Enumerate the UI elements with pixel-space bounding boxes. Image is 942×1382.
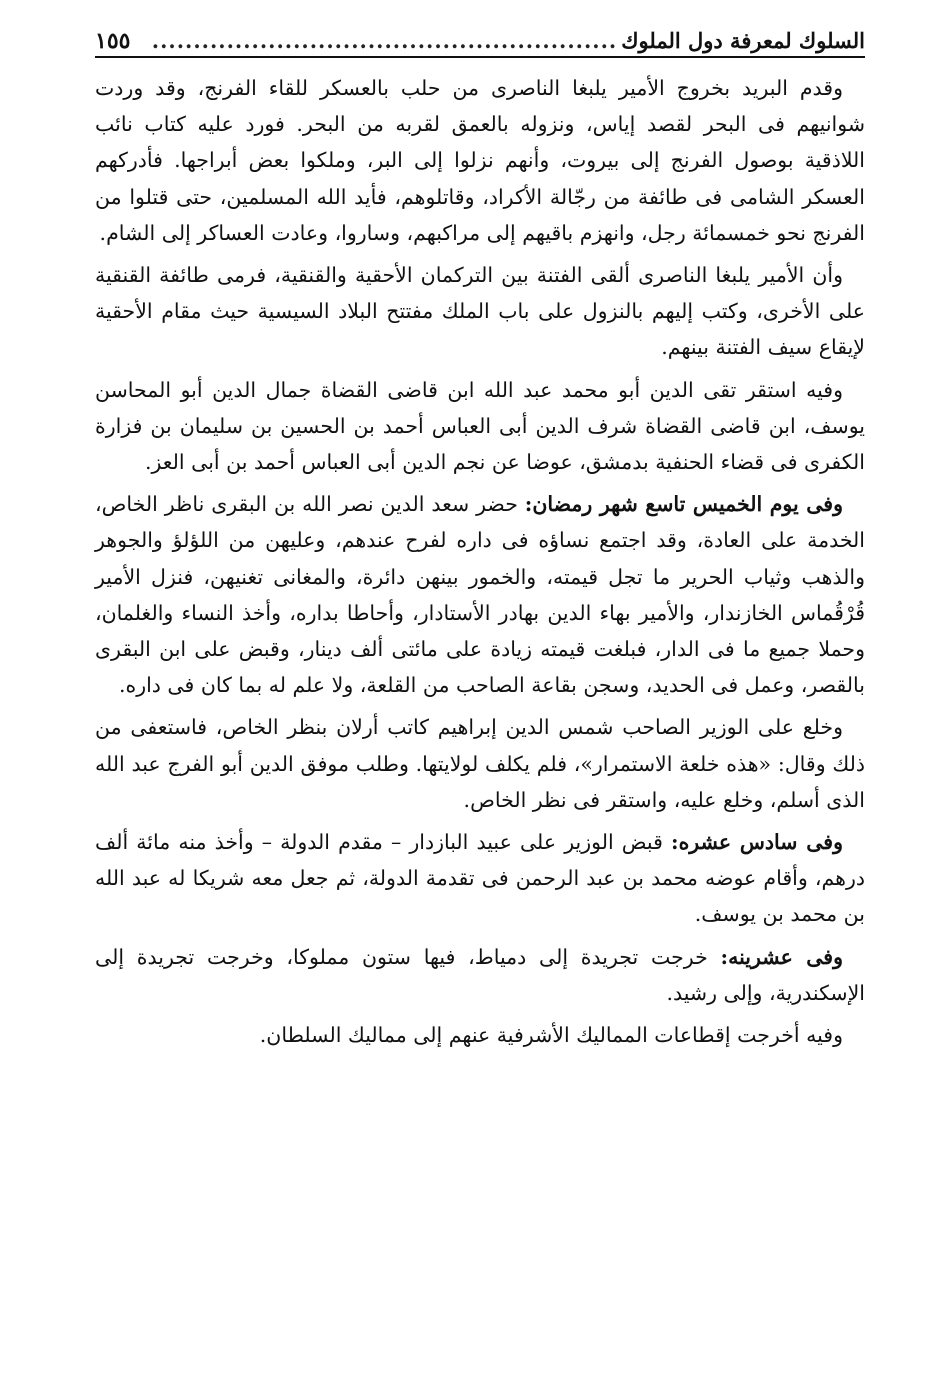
paragraph-1 <box>95 70 865 251</box>
running-header <box>95 26 865 58</box>
paragraph-2 <box>95 257 865 366</box>
paragraph-text: وفيه استقر تقى الدين أبو محمد عبد الله ابن قاضى القضاة جمال الدين أبو المحاسن يوسف، ابن قاضى القضاة شرف الدين أبى العباس أحمد بن الحسين بن سليمان بن فزارة الكفرى فى قضاء الحنفية بدمشق، عوضا عن نجم الدين أبى العباس أحمد بن أبى العز. <box>95 377 865 475</box>
paragraph-8 <box>95 1017 865 1053</box>
book-title: السلوك لمعرفة دول الملوك <box>621 28 865 53</box>
paragraph-text: خرجت تجريدة إلى دمياط، فيها ستون مملوكا، وخرجت تجريدة إلى الإسكندرية، وإلى رشيد. <box>95 944 865 1005</box>
paragraph-text: وأن الأمير يلبغا الناصرى ألقى الفتنة بين التركمان الأحقية والقنقية، فرمى طائفة القنقية على الأخرى، وكتب إليهم بالنزول على باب الملك مفتتح البلاد السيسية حيث مقام الأحقية لإيقاع سيف الفتنة بينهم. <box>95 263 865 360</box>
header-leader-dots: ........................................................ <box>151 28 618 53</box>
paragraph-6 <box>95 824 865 933</box>
paragraph-lead: وفى سادس عشره: <box>671 830 843 855</box>
page-number: ١٥٥ <box>95 28 131 54</box>
paragraph-text: وخلع على الوزير الصاحب شمس الدين إبراهيم كاتب أرلان بنظر الخاص، فاستعفى من ذلك وقال: «هذه خلعة الاستمرار»، فلم يكلف لولايتها. وطلب موفق الدين أبو الفرج عبد الله الذى أسلم، وخلع عليه، واستقر فى نظر الخاص. <box>95 715 865 812</box>
paragraph-text: حضر سعد الدين نصر الله بن البقرى ناظر الخاص، الخدمة على العادة، وقد اجتمع نساؤه فى داره لفرح عندهم، وعليهن من اللؤلؤ والجوهر والذهب وثياب الحرير ما تجل قيمته، والخمور بينهن دائرة، والمغانى تغنيهن، فنزل الأمير قُرْقُماس الخازندار، والأمير بهاء الدين بهادر الأستادار، وأحاطا بداره، وأخذ النساء والغلمان، وحملا جميع ما فى الدار، فبلغت قيمته زيادة على مائتى ألف دينار، وقبض على ابن البقرى بالقصر، وعمل فى الحديد، وسجن بقاعة الصاحب من القلعة، ولا علم له بما كان فى داره. <box>95 492 865 698</box>
paragraph-text: وقدم البريد بخروج الأمير يلبغا الناصرى من حلب بالعسكر للقاء الفرنج، وقد وردت شوانيهم فى البحر لقصد إياس، ونزوله بالعمق لقربه من البحر. فورد عليه كتاب نائب اللاذقية بوصول الفرنج إلى بيروت، وأنهم نزلوا إلى البر، وملكوا بعض أبراجها. فأدركهم العسكر الشامى فى طائفة من رجّالة الأكراد، وقاتلوهم، فأيد الله المسلمين، حتى قتلوا من الفرنج نحو خمسمائة رجل، وانهزم باقيهم إلى مراكبهم، وساروا، وعادت العساكر إلى الشام. <box>95 76 865 245</box>
paragraph-4 <box>95 486 865 703</box>
paragraph-7 <box>95 939 865 1011</box>
paragraph-text: قبض الوزير على عبيد البازدار – مقدم الدولة – وأخذ منه مائة ألف درهم، وأقام عوضه محمد بن عبد الرحمن فى تقدمة الدولة، ثم جعل معه شريكا له عبد الله بن محمد بن يوسف. <box>95 830 865 927</box>
paragraph-5 <box>95 709 865 818</box>
page-body <box>95 70 865 1053</box>
book-page <box>95 26 865 1356</box>
paragraph-3 <box>95 372 865 481</box>
paragraph-lead: وفى عشرينه: <box>720 944 843 969</box>
paragraph-text: وفيه أخرجت إقطاعات المماليك الأشرفية عنهم إلى مماليك السلطان. <box>259 1023 843 1048</box>
paragraph-lead: وفى يوم الخميس تاسع شهر رمضان: <box>524 492 843 517</box>
